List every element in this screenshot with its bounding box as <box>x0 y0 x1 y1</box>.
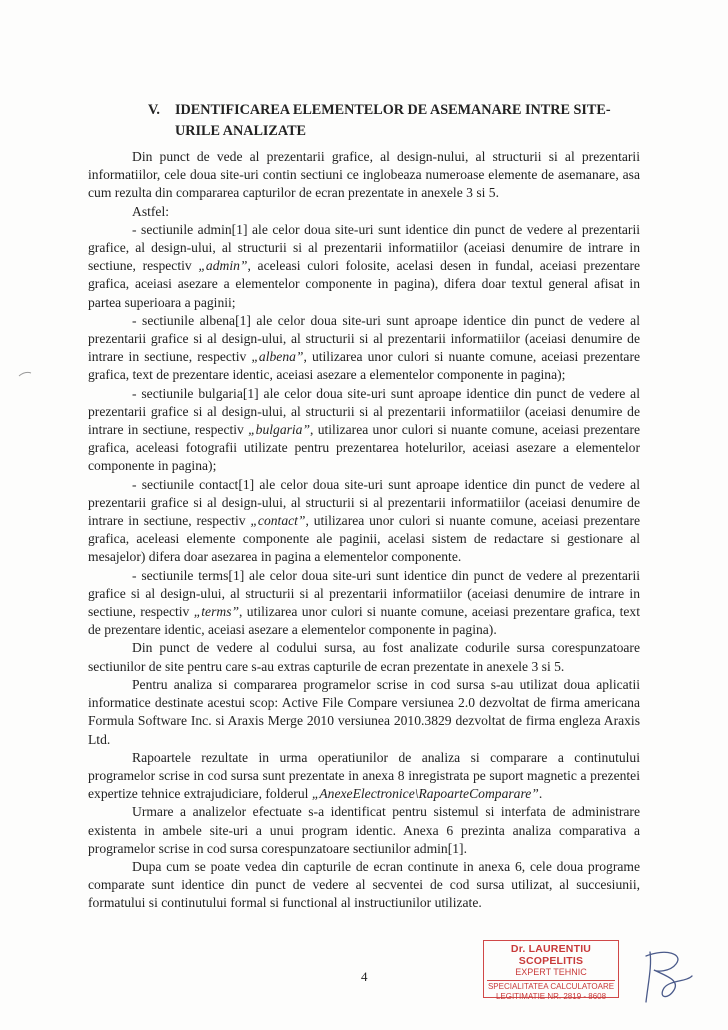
expert-stamp <box>483 940 619 1001</box>
astfel-paragraph: Astfel: <box>132 203 169 219</box>
stamp-name: Dr. LAURENTIU SCOPELITIS <box>510 943 592 967</box>
margin-mark <box>18 370 32 378</box>
intro-paragraph: Din punct de vede al prezentarii grafice, al design-nului, al structurii si al prezentarii informatiilor, cele doua site-uri contin sectiuni ce inglobeaza numeroase elemente de asemanare, asa cum rezulta din compararea capturilor de ecran prezentate in anexele 3 si 5. <box>88 149 640 201</box>
document-body <box>88 148 640 913</box>
conclusion-paragraph: Dupa cum se poate vedea din capturile de ecran continute in anexa 6, cele doua programe comparate sunt identice din punct de vedere al secventei de cod sursa utilizat, al succesiunii, formatului si continutului formal si functional al instructiunilor utilizate. <box>88 858 640 911</box>
reports-paragraph: Rapoartele rezultate in urma operatiunilor de analiza si comparare a continutului programelor scrise in cod sursa sunt prezentate in anexa 8 inregistrata pe suport magnetic a prezentei expertize tehnice extrajudiciare, folderul „AnexeElectronice\RapoarteComparare”. <box>88 749 640 802</box>
list-item-terms: - sectiunile terms[1] ale celor doua site-uri sunt identice din punct de vedere al prezentarii grafice si al design-ului, al structurii si al prezentarii informatiilor (aceiasi denumire de intrare in sectiune, respectiv „terms”, utilizarea unor culori si nuante comune, aceiasi prezentare grafica, text de prezentare identic, aceiasi asezare a elementelor componente in pagina). <box>88 567 640 638</box>
stamp-role: EXPERT TEHNIC <box>515 967 587 977</box>
list-item-contact: - sectiunile contact[1] ale celor doua site-uri sunt aproape identice din punct de vedere al prezentarii grafice si al design-ului, al structurii si al prezentarii informatiilor (aceiasi denumire de intrare in sectiune, respectiv „contact”, utilizarea unor culori si nuante comune, aceiasi prezentare grafica, aceleasi elemente componente ale paginii, acelasi sistem de redactare si gestionare al mesajelor) difera doar asezarea in pagina a elementelor componente. <box>88 476 641 565</box>
stamp-license: LEGITIMATIE NR. 2819 - 8608 <box>495 992 607 1001</box>
tools-paragraph: Pentru analiza si compararea programelor scrise in cod sursa s-au utilizat doua aplicatii informatice destinate acestui scop: Active File Compare versiunea 2.0 dezvoltat de firma americana Formula Software Inc. si Araxis Merge 2010 versiunea 2010.3829 dezvoltat de firma engleza Araxis Ltd. <box>88 676 640 747</box>
admin-interface-paragraph: Urmare a analizelor efectuate s-a identificat pentru sistemul si interfata de administrare existenta in ambele site-uri a unui program identic. Anexa 6 prezinta analiza comparativa a programelor scrise in cod sursa corespunzatoare sectiunilor admin[1]. <box>88 804 640 856</box>
list-item-admin: - sectiunile admin[1] ale celor doua site-uri sunt identice din punct de vedere al prezentarii grafice, al design-ului, al structurii si al prezentarii informatiilor (aceiasi denumire de intrare in sectiune, respectiv „admin”, aceleasi culori folosite, acelasi desen in fundal, aceiasi prezentare grafica, aceiasi asezare a elementelor componente in pagina), difera doar textul general afisat in partea superioara a paginii; <box>88 221 640 310</box>
stamp-specialty: SPECIALITATEA CALCULATOARE <box>487 982 615 991</box>
list-item-albena: - sectiunile albena[1] ale celor doua site-uri sunt aproape identice din punct de vedere al prezentarii grafice si al design-ului, al structurii si al prezentarii informatiilor (aceiasi denumire de intrare in sectiune, respectiv „albena”, utilizarea unor culori si nuante comune, aceiasi prezentare grafica, text de prezentare identic, aceiasi asezare a elementelor componente in pagina); <box>88 312 640 383</box>
signature <box>636 946 700 1008</box>
page-number: 4 <box>361 969 368 984</box>
source-code-paragraph: Din punct de vedere al codului sursa, au fost analizate codurile sursa corespunzatoare sectiunilor de site pentru care s-au extras capturile de ecran prezentate in anexele 3 si 5. <box>88 640 640 674</box>
section-number: V. <box>148 102 160 118</box>
list-item-bulgaria: - sectiunile bulgaria[1] ale celor doua site-uri sunt aproape identice din punct de vedere al prezentarii grafice si al design-ului, al structurii si al prezentarii informatiilor (aceiasi denumire de intrare in sectiune, respectiv „bulgaria”, utilizarea unor culori si nuante comune, aceiasi prezentare grafica, aceleasi fotografii utilizate pentru prezentarea hotelurilor, aceiasi asezare a elementelor componente in pagina); <box>88 385 641 474</box>
section-title: IDENTIFICAREA ELEMENTELOR DE ASEMANARE INTRE SITE-URILE ANALIZATE <box>175 102 611 139</box>
